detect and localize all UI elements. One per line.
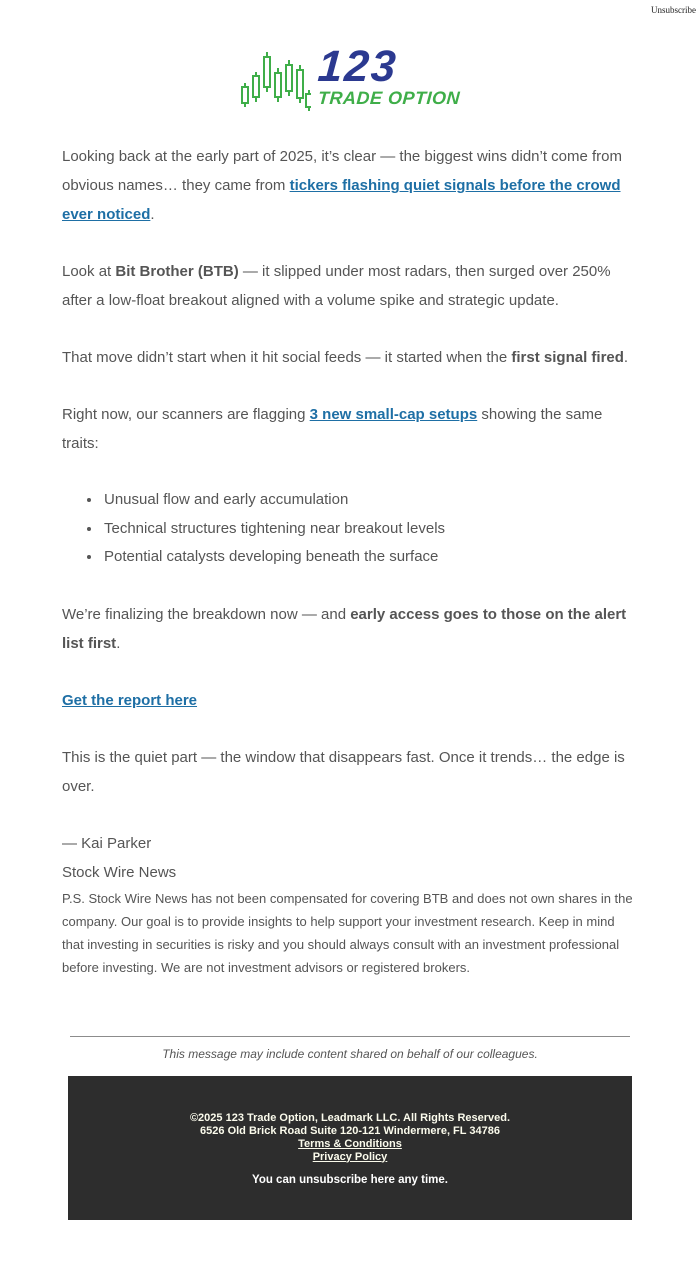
btb-ticker-bold: Bit Brother (BTB) <box>115 263 239 280</box>
tickers-signals-link[interactable]: tickers flashing quiet signals before the crowd ever noticed <box>62 177 621 223</box>
logo-word: TRADE OPTION <box>317 87 462 108</box>
paragraph-finalizing <box>62 600 638 658</box>
email-body <box>62 142 638 979</box>
paragraph-intro-text: Looking back at the early part of 2025, it’s clear — the biggest wins didn’t come from obvious names… they came from <box>62 148 623 194</box>
unsubscribe-link-top[interactable]: Unsubscribe <box>651 5 696 15</box>
paragraph-signal-pre: That move didn’t start when it hit social feeds — it started when the <box>62 349 512 366</box>
paragraph-scanners-post: showing the same traits: <box>62 406 603 452</box>
traits-list <box>62 486 638 572</box>
list-item: • Unusual flow and early accumulation <box>102 486 638 515</box>
paragraph-intro-end: . <box>150 206 155 223</box>
terms-conditions-link[interactable]: Terms & Conditions <box>298 1137 402 1150</box>
footer-address: 6526 Old Brick Road Suite 120-121 Windermere, FL 34786 <box>200 1124 500 1137</box>
paragraph-finalizing-pre: We’re finalizing the breakdown now — and <box>62 605 351 623</box>
signature-org: Stock Wire News <box>62 863 177 881</box>
list-item: • Potential catalysts developing beneath the surface <box>102 543 638 572</box>
privacy-policy-link[interactable]: Privacy Policy <box>312 1150 388 1163</box>
brand-wordmark <box>316 42 462 109</box>
smallcap-setups-link[interactable]: 3 new small-cap setups <box>309 406 478 423</box>
footer <box>68 1076 632 1220</box>
first-signal-bold: first signal fired <box>511 349 624 366</box>
early-access-bold: early access goes to those on the alert list first <box>62 605 627 652</box>
footer-copyright: ©2025 123 Trade Option, Leadmark LLC. All Rights Reserved. <box>189 1111 511 1124</box>
paragraph-signal-post: . <box>623 349 629 366</box>
paragraph-scanners-pre: Right now, our scanners are flagging <box>62 406 310 423</box>
paragraph-finalizing-post: . <box>116 634 121 652</box>
get-report-link[interactable]: Get the report here <box>62 691 198 709</box>
paragraph-btb <box>62 257 638 315</box>
colleagues-note: This message may include content shared on behalf of our colleagues. <box>162 1046 538 1061</box>
list-item: • Technical structures tightening near breakout levels <box>102 515 638 544</box>
footer-divider <box>70 1036 630 1037</box>
report-link-row <box>62 686 638 715</box>
signature-name: — Kai Parker <box>62 834 152 852</box>
paragraph-signal <box>62 343 638 372</box>
brand-logo <box>0 0 700 112</box>
signature-block <box>62 829 638 887</box>
paragraph-scanners <box>62 400 638 458</box>
logo-number: 123 <box>316 42 400 91</box>
paragraph-quiet: This is the quiet part — the window that disappears fast. Once it trends… the edge is over. <box>62 748 625 795</box>
footer-unsubscribe-line[interactable]: You can unsubscribe here any time. <box>252 1173 448 1186</box>
ps-disclaimer: P.S. Stock Wire News has not been compensated for covering BTB and does not own shares in the company. Our goal is to provide insights to help support your investment research. Keep in mind that investing in securities is risky and you should always consult with an investment professional before investing. We are not investment advisors or registered brokers. <box>62 890 633 975</box>
candlestick-chart-icon <box>239 50 311 112</box>
paragraph-intro <box>62 142 638 229</box>
paragraph-btb-pre: Look at <box>62 263 116 280</box>
paragraph-btb-post: — it slipped under most radars, then surged over 250% after a low-float breakout aligned with a volume spike and strategic update. <box>62 263 611 309</box>
